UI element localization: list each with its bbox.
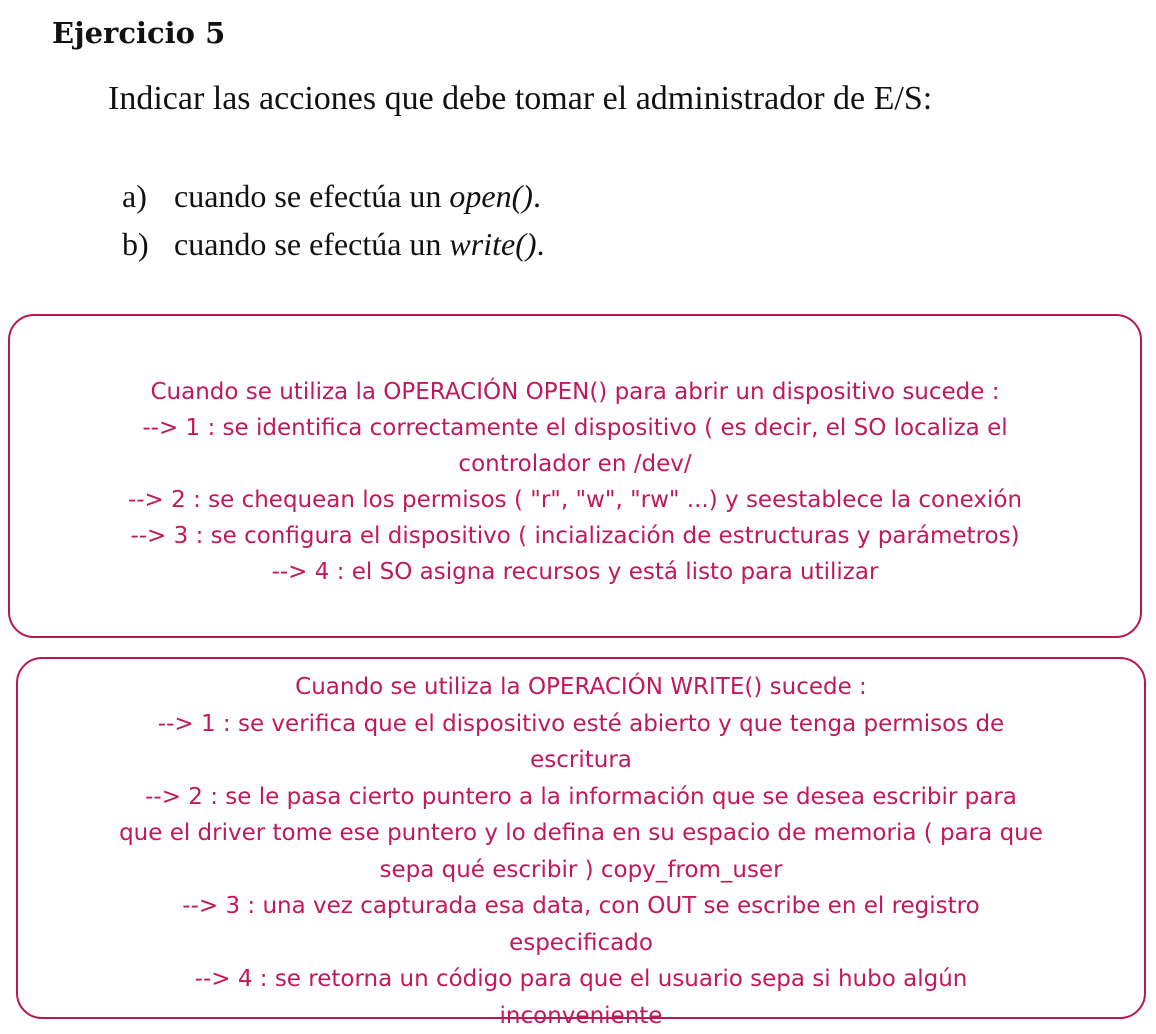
exercise-item-a [122,172,545,220]
item-marker: a) [122,172,174,220]
exercise-instruction: Indicar las acciones que debe tomar el administrador de E/S: [108,80,932,118]
item-end: . [537,226,545,262]
open-note-line: --> 1 : se identifica correctamente el dispositivo ( es decir, el SO localiza el [10,410,1140,446]
write-note-line: sepa qué escribir ) copy_from_user [18,852,1144,889]
open-answer-box [8,314,1142,638]
write-note-line: inconveniente [18,998,1144,1034]
exercise-item-b [122,220,545,268]
exercise-title: Ejercicio 5 [52,16,225,50]
write-note-line: --> 3 : una vez capturada esa data, con OUT se escribe en el registro [18,888,1144,925]
open-note-line: Cuando se utiliza la OPERACIÓN OPEN() para abrir un dispositivo sucede : [10,374,1140,410]
item-text: cuando se efectúa un [174,226,441,262]
write-note-line: especificado [18,925,1144,962]
open-note-line: --> 3 : se configura el dispositivo ( incialización de estructuras y parámetros) [10,518,1140,554]
item-text: cuando se efectúa un [174,178,441,214]
open-note-line: controlador en /dev/ [10,446,1140,482]
write-note-line: --> 4 : se retorna un código para que el usuario sepa si hubo algún [18,961,1144,998]
write-note-line: escritura [18,742,1144,779]
write-note-line: que el driver tome ese puntero y lo defina en su espacio de memoria ( para que [18,815,1144,852]
item-marker: b) [122,220,174,268]
open-note-line: --> 4 : el SO asigna recursos y está listo para utilizar [10,554,1140,590]
write-note-line: Cuando se utiliza la OPERACIÓN WRITE() sucede : [18,669,1144,706]
exercise-items [122,172,545,268]
item-end: . [533,178,541,214]
write-note-line: --> 2 : se le pasa cierto puntero a la información que se desea escribir para [18,779,1144,816]
item-function: write() [449,226,536,262]
write-answer-box [16,657,1146,1019]
write-note-line: --> 1 : se verifica que el dispositivo esté abierto y que tenga permisos de [18,706,1144,743]
open-note-line: --> 2 : se chequean los permisos ( "r", "w", "rw" ...) y seestablece la conexión [10,482,1140,518]
item-function: open() [449,178,533,214]
